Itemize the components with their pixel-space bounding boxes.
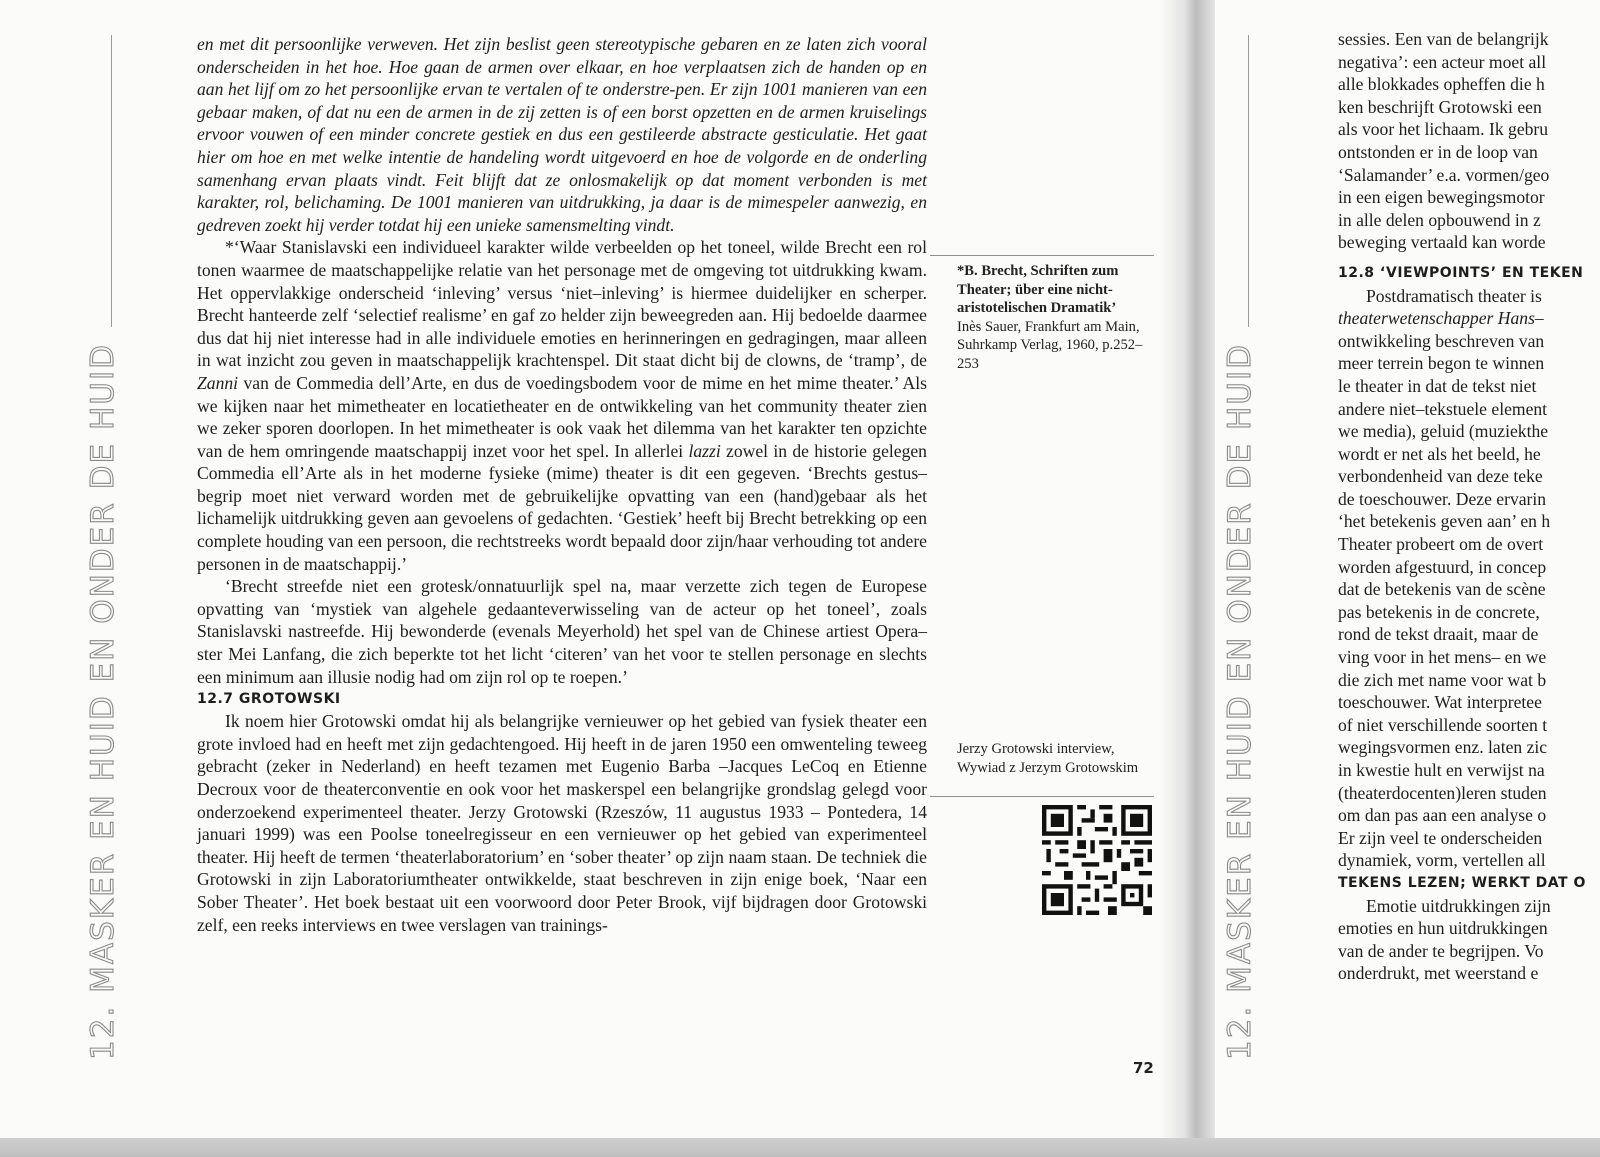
right-section-heading: TEKENS LEZEN; WERKT DAT O [1338,874,1586,891]
right-text-line: verbondenheid van deze teke [1338,466,1543,487]
sidenote-brecht-body: Inès Sauer, Frankfurt am Main, Suhrkamp Verlag, 1960, p.252–253 [957,318,1143,372]
right-text-line: Er zijn veel te onderscheiden [1338,827,1543,848]
right-text-line: ving voor in het mens– en we [1338,647,1547,668]
running-title-rule-right [1248,35,1249,327]
right-text-line [1338,254,1600,262]
main-text-column [197,33,927,936]
right-text-line: toeschouwer. Wat interpretee [1338,692,1542,713]
brecht-text-b: van de Commedia dell’Arte, en dus de voedingsbodem voor de mime en het mime theater.’ Als we kijken naar het mimetheater en locatietheater en de ontwikkeling van het community theater zien we zeker sporen doorlopen. In het mimetheater is ook vaak het dilemma van het karakter ten opzichte van de hem omringende maatschappij inzet voor het spel. In allerlei [197,372,927,461]
italic-paragraph: en met dit persoonlijke verweven. Het zijn beslist geen stereotypische gebaren en ze laten zich vooral onderscheiden in het hoe. Hoe gaan de armen over elkaar, en hoe verplaatsen zich de handen op en aan het lijf om zo het persoonlijke ervan te vertalen of te onderstre-pen. Er zijn 1001 manieren van een gebaar maken, of dat nu een de armen in de zij zetten is of een borst opzetten en de armen kruiselings ervoor vouwen of een minder concrete gestiek en dus een gestileerde abstracte gesticulatie. Het gaat hier om hoe en met welke intentie de handeling wordt uitgevoerd en hoe de volgorde en de onderling samenhang ervan plaats vindt. Feit blijft dat ze onlosmakelijk op dat moment verbonden is met karakter, rol, belichaming. De 1001 manieren van uitdrukking, ja daar is de mimespeler aanwezig, en gedreven zoekt hij verder totdat hij een unieke samensmelting vindt. [197,34,927,235]
section-heading-grotowski: 12.7 GROTOWSKI [197,691,341,708]
right-text-line: Emotie uitdrukkingen zijn [1366,895,1551,916]
running-title-rule [111,35,112,327]
right-text-line: de toeschouwer. Deze ervarin [1338,488,1547,509]
right-text-line: le theater in dat de tekst niet [1338,375,1537,396]
right-text-line: ‘Salamander’ e.a. vormen/geo [1338,164,1550,185]
right-text-line: pas betekenis in de concrete, [1338,601,1540,622]
page-number: 72 [1133,1059,1154,1077]
right-text-line: ontwikkeling beschreven van [1338,330,1545,351]
right-text-line: meer terrein begon te winnen [1338,353,1545,374]
right-text-line: dat de betekenis van de scène [1338,579,1546,600]
right-text-line: om dan pas aan een analyse o [1338,805,1547,826]
sidenote-rule-top [930,255,1154,256]
right-text-line: Postdramatisch theater is [1366,285,1542,306]
right-text-line: wegingsvormen enz. laten zic [1338,737,1548,758]
right-text-line: theaterwetenschapper Hans– [1338,308,1544,329]
running-title-left: 12. MASKER EN HUID EN ONDER DE HUID [85,343,121,1060]
right-text-line: beweging vertaald kan worde [1338,232,1546,253]
right-text-line: of niet verschillende soorten t [1338,714,1548,735]
sidenote-brecht-title: *B. Brecht, Schriften zum Theater; über eine nicht-aristotelischen Dramatik’ [957,263,1119,317]
right-text-line: ontstonden er in de loop van [1338,141,1538,162]
right-text-line: van de ander te begrijpen. Vo [1338,940,1544,961]
right-text-line: (theaterdocenten)leren studen [1338,782,1547,803]
right-text-line: worden afgestuurd, in concep [1338,556,1547,577]
brecht-text-a: *‘Waar Stanislavski een individueel karakter wilde verbeelden op het toneel, wilde Brecht een rol tonen waarmee de maatschappelijke relatie van het personage met de omgeving tot uitdrukking kwam. Het oppervlakkige onderscheid ‘inleving’ versus ‘niet–inleving’ is hiermee duidelijker en scherper. Brecht hanteerde zelf ‘selectief realisme’ en gaf zo helder zijn beweegreden aan. Hij bedoelde daarmee dus dat hij niet interesse had in alle individuele emoties en herinneringen en gedragingen, maar alleen in wat inzicht zou geven in maatschappelijk krachtenspel. Dit staat dicht bij de clowns, de ‘tramp’, de [197,237,927,371]
grotowski-paragraph: Ik noem hier Grotowski omdat hij als belangrijke vernieuwer op het gebied van fysiek theater een grote invloed had en heeft met zijn gedachtengoed. Hij heeft in de jaren 1950 een omwenteling teweeg gebracht (zeker in Nederland) en heeft tezamen met Eugenio Barba –Jacques LeCoq en Etienne Decroux voor de theaterconventie en ook voor het maskerspel een belangrijke grondslag gelegd voor onderzoekend experimenteel theater. Jerzy Grotowski (Rzeszów, 11 augustus 1933 – Pontedera, 14 januari 1999) was een Poolse toneelregisseur en een vernieuwer op het gebied van experimenteel theater. Hij heeft de termen ‘theaterlaboratorium’ en ‘sober theater’ op zijn naam staan. De techniek die Grotowski in zijn Laboratoriumtheater ontwikkelde, staat beschreven in zijn enige boek, ‘Naar een Sober Theater’. Het boek bestaat uit een voorwoord door Peter Brook, vijf bijdragen door Grotowski zelf, een reeks interviews en twee verslagen van trainings- [197,711,927,935]
right-text-line: onderdrukt, met weerstand e [1338,963,1539,984]
running-title-right: 12. MASKER EN HUID EN ONDER DE HUID [1222,343,1258,1060]
right-section-heading: 12.8 ‘VIEWPOINTS’ EN TEKEN [1338,264,1584,281]
right-text-line: die zich met name voor wat b [1338,669,1547,690]
right-text-line: Theater probeert om de overt [1338,534,1544,555]
right-text-line: emoties en hun uitdrukkingen [1338,918,1548,939]
sidenote-rule-bottom [930,796,1154,797]
right-text-line: andere niet–tekstuele element [1338,398,1548,419]
brecht-paragraph-1 [197,236,927,575]
right-text-line: als voor het lichaam. Ik gebru [1338,119,1549,140]
sidenote-grotowski: Jerzy Grotowski interview, Wywiad z Jerzym Grotowskim [957,741,1139,776]
right-text-line: negativa’: een acteur moet all [1338,51,1547,72]
right-text-line: ‘het betekenis geven aan’ en h [1338,511,1551,532]
brecht-text-c: zowel in de historie gelegen Commedia ell’Arte als in het moderne fysieke (mime) theater is dit een gegeven. ‘Brechts gestus–begrip moet niet verward worden met de gebruikelijke opvatting van een (hand)gebaar als het lichamelijk uitdrukking geven aan gevoelens of gedachten. ‘Gestiek’ heeft bij Brecht betrekking op een complete houding van een persoon, die rechtstreeks wordt bepaald door zijn/haar verhouding tot andere personen in de maatschappij.’ [197,440,927,574]
right-text-line: in alle delen opbouwend in z [1338,209,1541,230]
right-text-line: in kwestie hult en verwijst na [1338,760,1545,780]
right-text-line: dynamiek, vorm, vertellen all [1338,850,1546,871]
brecht-paragraph-2: ‘Brecht streefde niet een grotesk/onnatuurlijk spel na, maar verzette zich tegen de Europese opvatting van ‘mystiek van algehele gedaanteverwisseling van de acteur op het toneel’, zoals Stanislavski nastreefde. Hij bewonderde (evenals Meyerhold) het spel van de Chinese artiest Opera–ster Mei Lanfang, die zich beperkte tot het licht ‘citeren’ van het voor te stellen personage en slechts een minimum aan illusie nodig had om zijn rol op te roepen.’ [197,576,927,687]
right-text-line: we media), geluid (muziekthe [1338,421,1549,442]
right-text-line: sessies. Een van de belangrijk [1338,29,1549,49]
page-bottom-edge [0,1138,1600,1157]
sidenote-brecht [957,262,1147,374]
lazzi-term: lazzi [688,440,721,461]
right-text-line: in een eigen bewegingsmotor [1338,187,1545,208]
book-gutter [1160,0,1220,1140]
right-text-line: ken beschrijft Grotowski een [1338,96,1542,117]
right-text-line: rond de tekst draait, maar de [1338,624,1539,645]
qr-code-image[interactable] [1042,804,1152,916]
right-text-column [1338,28,1600,985]
zanni-term: Zanni [197,372,239,393]
right-text-line: wordt er net als het beeld, he [1338,443,1541,464]
right-text-line: alle blokkades opheffen die h [1338,74,1545,95]
